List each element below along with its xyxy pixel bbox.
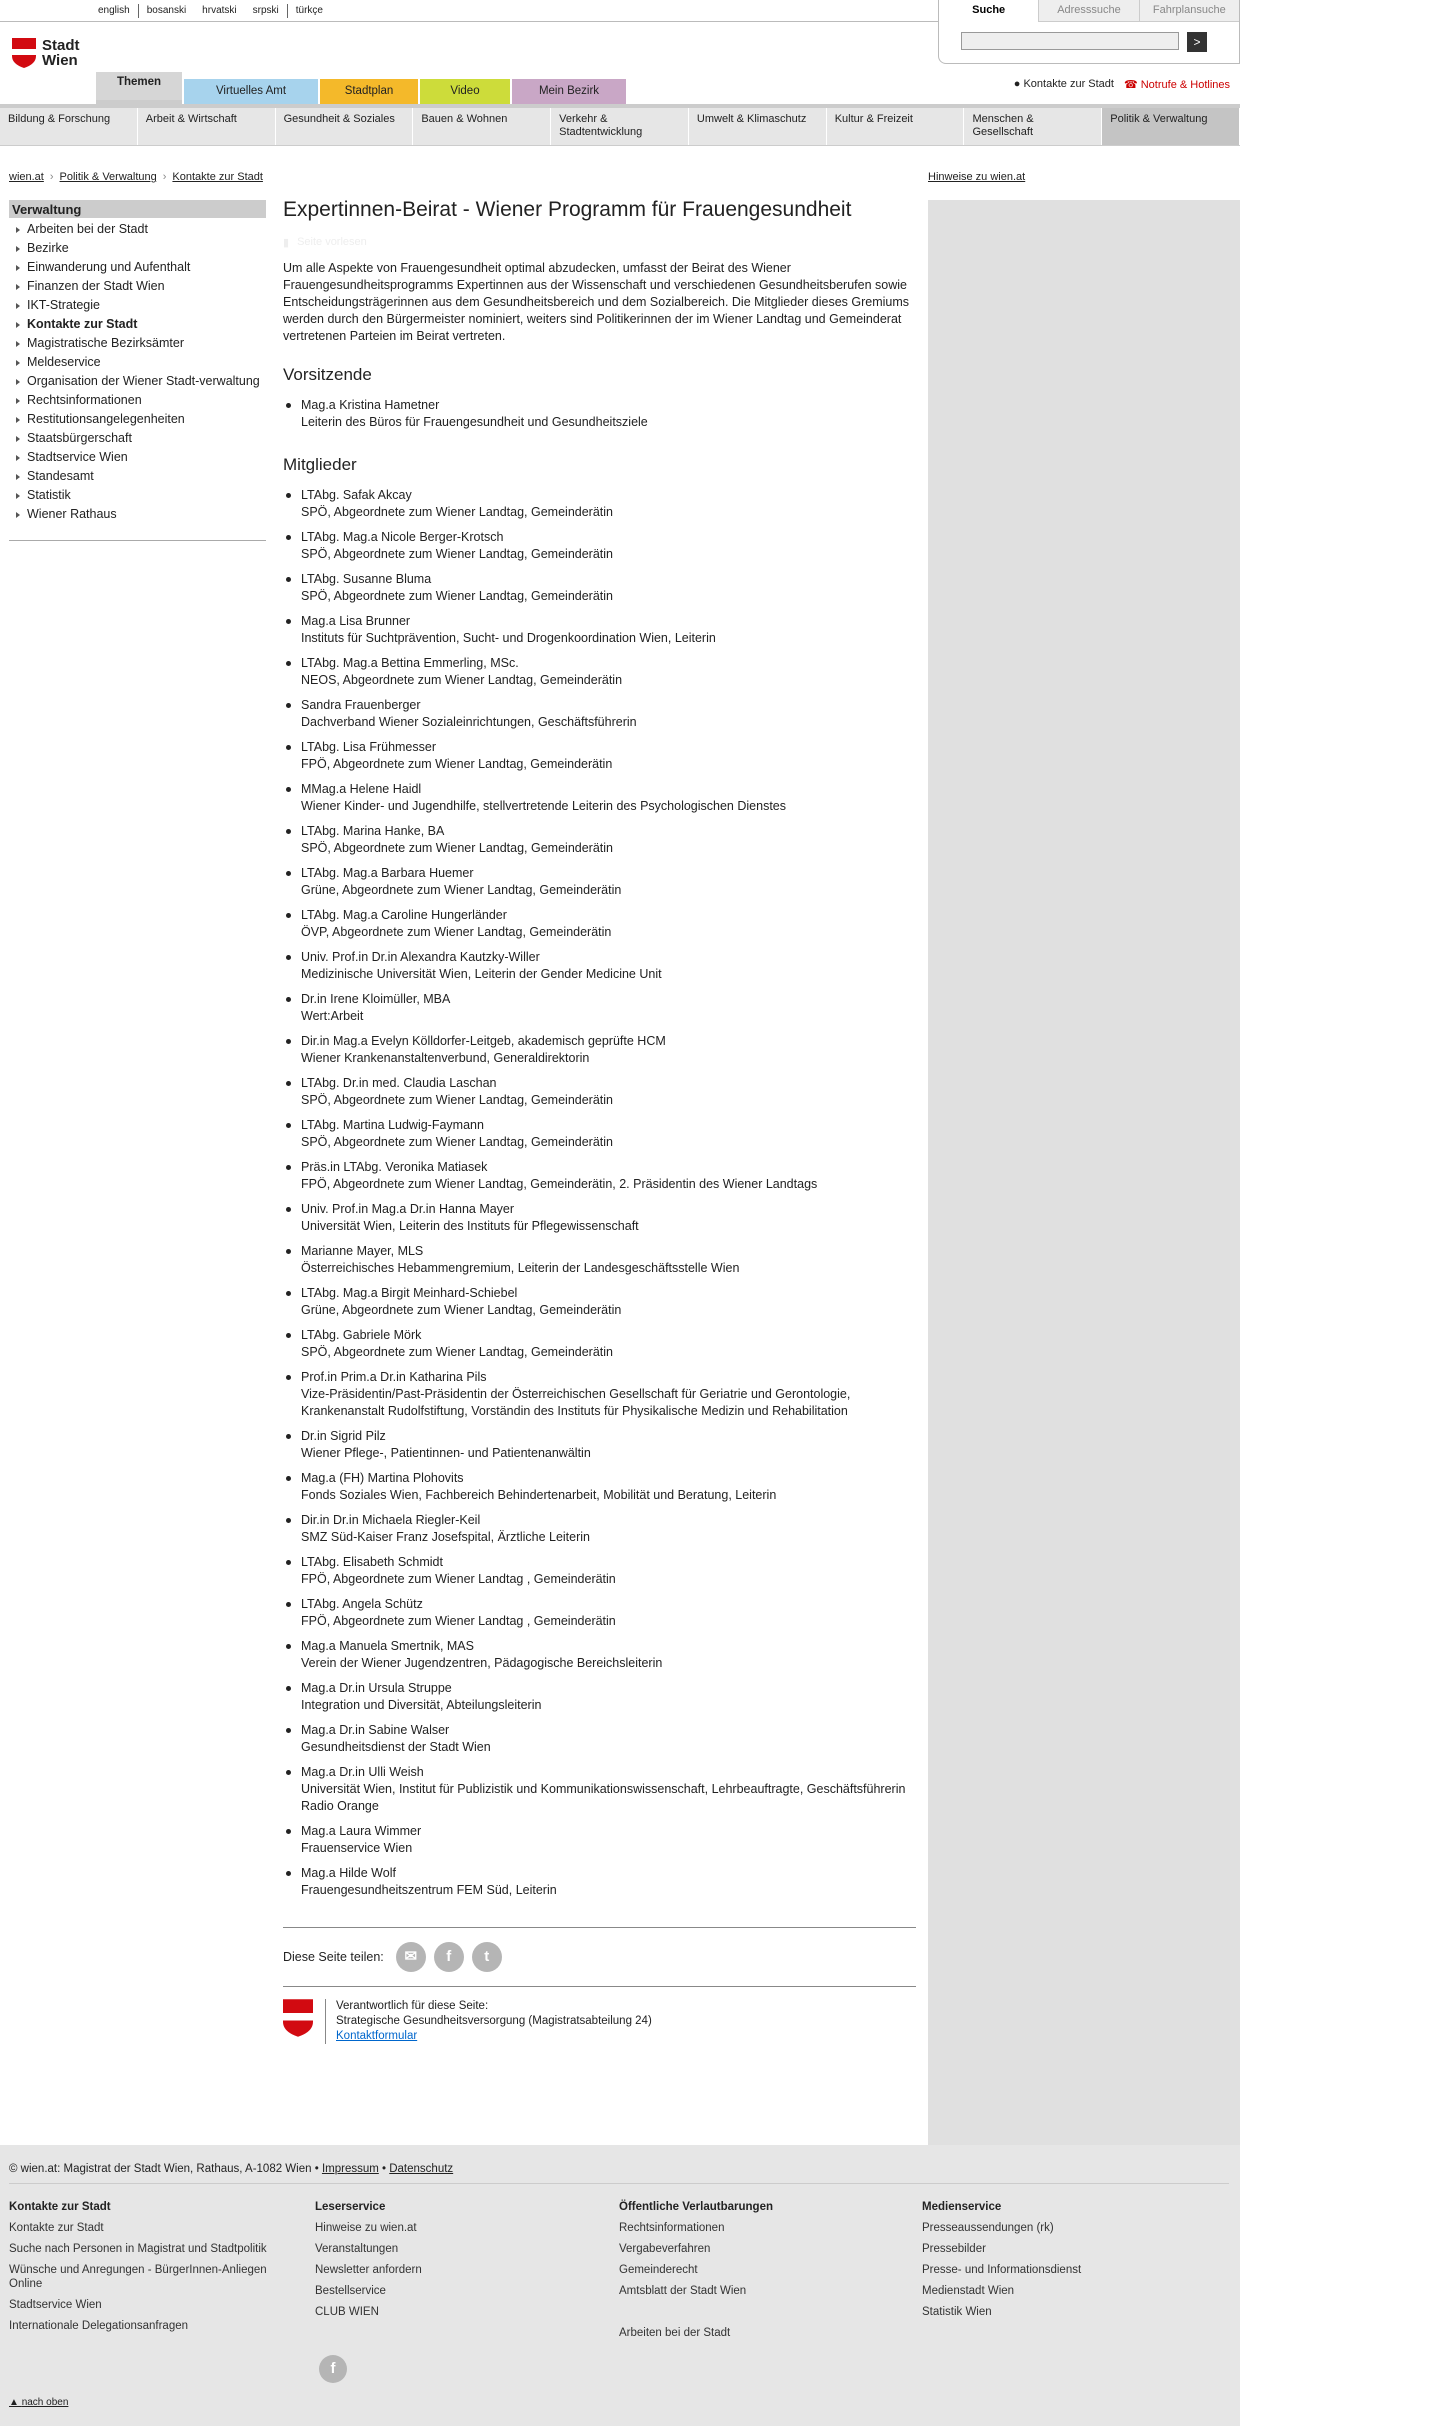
list-item [283, 1596, 916, 1630]
speaker-icon: ▮ [283, 236, 290, 249]
list-item [283, 949, 916, 983]
person-role: Fonds Soziales Wien, Fachbereich Behindertenarbeit, Mobilität und Beratung, Leiterin [301, 1488, 777, 1502]
hinweise-link[interactable]: Hinweise zu wien.at [928, 171, 1026, 183]
members-list [283, 487, 916, 1899]
person-name: Sandra Frauenberger [301, 698, 421, 712]
footer-link[interactable]: Hinweise zu wien.at [315, 2222, 417, 2234]
facebook-icon[interactable]: f [434, 1942, 464, 1972]
footer-link[interactable]: CLUB WIEN [315, 2306, 379, 2318]
person-name: LTAbg. Mag.a Caroline Hungerländer [301, 908, 507, 922]
list-item [283, 991, 916, 1025]
list-item [283, 1428, 916, 1462]
person-name: LTAbg. Elisabeth Schmidt [301, 1555, 443, 1569]
footer-column [922, 2201, 1212, 2326]
person-role: FPÖ, Abgeordnete zum Wiener Landtag , Gemeinderätin [301, 1572, 616, 1586]
list-item [283, 1823, 916, 1857]
footer-divider [9, 2183, 1229, 2184]
person-name: Dr.in Sigrid Pilz [301, 1429, 386, 1443]
footer-link[interactable]: Gemeinderecht [619, 2264, 698, 2276]
footer-link[interactable]: Internationale Delegationsanfragen [9, 2320, 189, 2332]
footer-link[interactable]: Kontakte zur Stadt [9, 2222, 104, 2234]
footer-link[interactable]: Presseaussendungen (rk) [922, 2222, 1054, 2234]
sidebar-item[interactable]: Arbeiten bei der Stadt [9, 220, 266, 239]
main-content [283, 196, 916, 2044]
list-item [283, 1201, 916, 1235]
share-label: Diese Seite teilen: [283, 1950, 384, 1964]
breadcrumb-kontakte[interactable]: Kontakte zur Stadt [172, 171, 263, 183]
person-role: SPÖ, Abgeordnete zum Wiener Landtag, Gemeinderätin [301, 1345, 613, 1359]
person-role: SPÖ, Abgeordnete zum Wiener Landtag, Gemeinderätin [301, 589, 613, 603]
datenschutz-link[interactable]: Datenschutz [389, 2163, 454, 2175]
sidebar-item[interactable]: Restitutionsangelegenheiten [9, 410, 266, 429]
sidebar-item[interactable]: Einwanderung und Aufenthalt [9, 258, 266, 277]
nav-item[interactable]: Verkehr & Stadtentwicklung [551, 108, 689, 145]
person-role: Frauengesundheitszentrum FEM Süd, Leiterin [301, 1883, 557, 1897]
list-item [283, 1470, 916, 1504]
footer-link[interactable]: Arbeiten bei der Stadt [619, 2327, 731, 2339]
footer-column [9, 2201, 299, 2340]
nav-item[interactable]: Menschen & Gesellschaft [964, 108, 1102, 145]
nav-item[interactable]: Gesundheit & Soziales [276, 108, 414, 145]
lang-hrvatski[interactable]: hrvatski [202, 5, 237, 16]
share-bar [283, 1927, 916, 1987]
search-panel [938, 0, 1240, 64]
arrow-up-icon: ▲ [9, 2397, 22, 2408]
nav-item[interactable]: Arbeit & Wirtschaft [138, 108, 276, 145]
person-name: Mag.a Dr.in Ulli Weish [301, 1765, 424, 1779]
page-title: Expertinnen-Beirat - Wiener Programm für Frauengesundheit [283, 198, 852, 221]
sidebar-item[interactable]: Wiener Rathaus [9, 505, 266, 524]
sidebar [9, 200, 266, 541]
person-role: SMZ Süd-Kaiser Franz Josefspital, Ärztliche Leiterin [301, 1530, 590, 1544]
person-role: Grüne, Abgeordnete zum Wiener Landtag, Gemeinderätin [301, 1303, 622, 1317]
sidebar-item[interactable]: Kontakte zur Stadt [9, 315, 266, 334]
search-input[interactable] [961, 32, 1179, 50]
list-item [283, 1554, 916, 1588]
list-item [283, 907, 916, 941]
person-role: FPÖ, Abgeordnete zum Wiener Landtag, Gemeinderätin [301, 757, 613, 771]
list-item [283, 1369, 916, 1420]
person-name: Dir.in Dr.in Michaela Riegler-Keil [301, 1513, 481, 1527]
person-role: Integration und Diversität, Abteilungsleiterin [301, 1698, 542, 1712]
person-role: FPÖ, Abgeordnete zum Wiener Landtag, Gemeinderätin, 2. Präsidentin des Wiener Landtags [301, 1177, 818, 1191]
person-icon: ● [1013, 78, 1024, 90]
footer-link[interactable]: Bestellservice [315, 2285, 386, 2297]
person-name: Mag.a Dr.in Sabine Walser [301, 1723, 450, 1737]
sidebar-item[interactable]: Finanzen der Stadt Wien [9, 277, 266, 296]
lang-bosanski[interactable]: bosanski [146, 5, 187, 16]
lang-turkce[interactable]: türkçe [295, 5, 323, 16]
person-name: Univ. Prof.in Dr.in Alexandra Kautzky-Willer [301, 950, 540, 964]
person-name: LTAbg. Martina Ludwig-Faymann [301, 1118, 484, 1132]
person-name: LTAbg. Mag.a Nicole Berger-Krotsch [301, 530, 504, 544]
sidebar-item[interactable]: Rechtsinformationen [9, 391, 266, 410]
sidebar-list [9, 220, 266, 524]
person-role: SPÖ, Abgeordnete zum Wiener Landtag, Gemeinderätin [301, 1135, 613, 1149]
search-tab-suche[interactable]: Suche [939, 0, 1038, 22]
person-role: Wiener Kinder- und Jugendhilfe, stellvertretende Leiterin des Psychologischen Dienstes [301, 799, 786, 813]
stadt-wien-logo[interactable] [12, 38, 80, 68]
facebook-icon[interactable]: f [319, 2355, 347, 2383]
nav-item[interactable]: Umwelt & Klimaschutz [689, 108, 827, 145]
nav-item[interactable]: Bildung & Forschung [0, 108, 138, 145]
contact-form-link[interactable]: Kontaktformular [336, 2030, 418, 2042]
person-name: Mag.a Dr.in Ursula Struppe [301, 1681, 452, 1695]
person-role: Vize-Präsidentin/Past-Präsidentin der Österreichischen Gesellschaft für Geriatrie und Gerontologie, Krankenanstalt Rudolfstiftung, Vorständin des Instituts für Physikalische Medizin und Rehabilitation [301, 1387, 851, 1418]
nav-item[interactable]: Kultur & Freizeit [827, 108, 965, 145]
breadcrumb-politik[interactable]: Politik & Verwaltung [59, 171, 157, 183]
chair-list [283, 397, 916, 431]
person-name: Dr.in Irene Kloimüller, MBA [301, 992, 451, 1006]
sidebar-item[interactable]: Meldeservice [9, 353, 266, 372]
person-name: Marianne Mayer, MLS [301, 1244, 424, 1258]
list-item [283, 1327, 916, 1361]
email-icon[interactable]: ✉ [396, 1942, 426, 1972]
list-item [283, 739, 916, 773]
person-name: Mag.a Hilde Wolf [301, 1866, 396, 1880]
outer-background [1240, 0, 1440, 2426]
footer-link[interactable]: Newsletter anfordern [315, 2264, 422, 2276]
person-role: Universität Wien, Institut für Publizistik und Kommunikationswissenschaft, Lehrbeauftragte, Geschäftsführerin Radio Orange [301, 1782, 906, 1813]
copyright: © wien.at: Magistrat der Stadt Wien, Rathaus, A-1082 Wien • Impressum • Datenschutz [9, 2163, 454, 2175]
emergency-link[interactable]: ☎ Notrufe & Hotlines [1123, 79, 1230, 91]
list-item [283, 397, 916, 431]
top-links [1014, 78, 1230, 91]
list-item [283, 613, 916, 647]
back-to-top-link[interactable]: ▲ nach oben [9, 2397, 69, 2408]
sidebar-item[interactable]: Statistik [9, 486, 266, 505]
tab-themen[interactable]: Themen [96, 72, 182, 104]
list-item [283, 1117, 916, 1151]
person-role: Dachverband Wiener Sozialeinrichtungen, Geschäftsführerin [301, 715, 637, 729]
breadcrumb [9, 171, 263, 183]
footer-link[interactable]: Stadtservice Wien [9, 2299, 102, 2311]
person-name: Mag.a Manuela Smertnik, MAS [301, 1639, 474, 1653]
person-role: Leiterin des Büros für Frauengesundheit und Gesundheitsziele [301, 415, 648, 429]
nav-item[interactable]: Politik & Verwaltung [1102, 108, 1240, 145]
footer [0, 2145, 1240, 2426]
search-tab-fahrplansuche[interactable]: Fahrplansuche [1139, 0, 1239, 22]
list-item [283, 1075, 916, 1109]
tab-mein-bezirk[interactable]: Mein Bezirk [512, 79, 626, 104]
person-role: ÖVP, Abgeordnete zum Wiener Landtag, Gemeinderätin [301, 925, 612, 939]
breadcrumb-wien[interactable]: wien.at [9, 171, 44, 183]
coat-of-arms-icon [12, 38, 36, 68]
list-item [283, 655, 916, 689]
person-name: Mag.a Laura Wimmer [301, 1824, 422, 1838]
person-name: LTAbg. Mag.a Birgit Meinhard-Schiebel [301, 1286, 518, 1300]
list-item [283, 1865, 916, 1899]
footer-column-head: Kontakte zur Stadt [9, 2201, 111, 2213]
person-role: Gesundheitsdienst der Stadt Wien [301, 1740, 491, 1754]
person-role: Frauenservice Wien [301, 1841, 413, 1855]
responsible-label: Verantwortlich für diese Seite: [336, 2000, 489, 2012]
footer-link[interactable]: Suche nach Personen in Magistrat und Stadtpolitik [9, 2243, 267, 2255]
person-name: Mag.a Kristina Hametner [301, 398, 440, 412]
person-role: Universität Wien, Leiterin des Instituts für Pflegewissenschaft [301, 1219, 639, 1233]
list-item [283, 1512, 916, 1546]
footer-column [619, 2201, 909, 2347]
chair-heading: Vorsitzende [283, 365, 372, 384]
logo-line1: Stadt [42, 37, 80, 54]
person-name: LTAbg. Mag.a Bettina Emmerling, MSc. [301, 656, 519, 670]
list-item [283, 529, 916, 563]
list-item [283, 781, 916, 815]
list-item [283, 1680, 916, 1714]
list-item [283, 865, 916, 899]
list-item [283, 1033, 916, 1067]
person-name: Prof.in Prim.a Dr.in Katharina Pils [301, 1370, 487, 1384]
breadcrumb-separator-icon: › [162, 171, 167, 183]
person-role: Instituts für Suchtprävention, Sucht- und Drogenkoordination Wien, Leiterin [301, 631, 716, 645]
person-name: LTAbg. Angela Schütz [301, 1597, 423, 1611]
person-name: LTAbg. Lisa Frühmesser [301, 740, 437, 754]
sidebar-head[interactable]: Verwaltung [9, 200, 266, 218]
footer-link[interactable]: Medienstadt Wien [922, 2285, 1015, 2297]
list-item [283, 1638, 916, 1672]
person-role: Österreichisches Hebammengremium, Leiterin der Landesgeschäftsstelle Wien [301, 1261, 740, 1275]
language-bar [0, 0, 940, 22]
person-role: FPÖ, Abgeordnete zum Wiener Landtag , Gemeinderätin [301, 1614, 616, 1628]
tab-virtuelles-amt[interactable]: Virtuelles Amt [184, 79, 318, 104]
footer-link[interactable]: Amtsblatt der Stadt Wien [619, 2285, 747, 2297]
person-role: Wiener Pflege-, Patientinnen- und Patientenanwältin [301, 1446, 591, 1460]
person-role: Grüne, Abgeordnete zum Wiener Landtag, Gemeinderätin [301, 883, 622, 897]
person-name: Dir.in Mag.a Evelyn Kölldorfer-Leitgeb, akademisch geprüfte HCM [301, 1034, 666, 1048]
sidebar-item[interactable]: Magistratische Bezirksämter [9, 334, 266, 353]
search-tab-adresssuche[interactable]: Adresssuche [1038, 0, 1138, 22]
person-name: LTAbg. Mag.a Barbara Huemer [301, 866, 474, 880]
logo-line2: Wien [42, 52, 78, 69]
footer-link[interactable]: Pressebilder [922, 2243, 986, 2255]
sidebar-item[interactable]: Standesamt [9, 467, 266, 486]
footer-link[interactable]: Wünsche und Anregungen - BürgerInnen-Anliegen Online [9, 2264, 267, 2290]
sidebar-item[interactable]: IKT-Strategie [9, 296, 266, 315]
footer-column-head: Öffentliche Verlautbarungen [619, 2201, 773, 2213]
sidebar-item[interactable]: Stadtservice Wien [9, 448, 266, 467]
intro-text: Um alle Aspekte von Frauengesundheit optimal abzudecken, umfasst der Beirat des Wiener Frauengesundheitsprogramms Expertinnen aus der Wissenschaft und verschiedenen Gesundheitsberufen sowie Entscheidungsträgerinnen aus dem Gesundheitsbereich und dem Sozialbereich. Die Mitglieder dieses Gremiums werden durch den Bürgermeister nominiert, weiters sind Politikerinnen der im Wiener Landtag und Gemeinderat vertretenen Parteien im Beirat vertreten. [283, 261, 910, 343]
footer-link[interactable]: Presse- und Informationsdienst [922, 2264, 1082, 2276]
nav-item[interactable]: Bauen & Wohnen [413, 108, 551, 145]
person-role: SPÖ, Abgeordnete zum Wiener Landtag, Gemeinderätin [301, 505, 613, 519]
list-item [283, 823, 916, 857]
main-tabs [96, 72, 626, 104]
main-navigation [0, 108, 1240, 146]
footer-column [315, 2201, 605, 2326]
list-item [283, 487, 916, 521]
person-name: MMag.a Helene Haidl [301, 782, 422, 796]
person-name: Mag.a Lisa Brunner [301, 614, 411, 628]
person-name: Univ. Prof.in Mag.a Dr.in Hanna Mayer [301, 1202, 515, 1216]
person-role: SPÖ, Abgeordnete zum Wiener Landtag, Gemeinderätin [301, 547, 613, 561]
person-role: SPÖ, Abgeordnete zum Wiener Landtag, Gemeinderätin [301, 1093, 613, 1107]
person-role: Wert:Arbeit [301, 1009, 364, 1023]
responsible-org: Strategische Gesundheitsversorgung (Magistratsabteilung 24) [336, 2015, 652, 2027]
sidebar-item[interactable]: Bezirke [9, 239, 266, 258]
right-column [928, 200, 1240, 2145]
person-name: LTAbg. Marina Hanke, BA [301, 824, 445, 838]
person-role: Medizinische Universität Wien, Leiterin der Gender Medicine Unit [301, 967, 662, 981]
footer-column-head: Medienservice [922, 2201, 1002, 2213]
contacts-link[interactable]: ● Kontakte zur Stadt [1013, 78, 1114, 90]
footer-link[interactable]: Vergabeverfahren [619, 2243, 711, 2255]
list-item [283, 1764, 916, 1815]
person-name: Präs.in LTAbg. Veronika Matiasek [301, 1160, 488, 1174]
person-name: LTAbg. Safak Akcay [301, 488, 412, 502]
person-name: LTAbg. Dr.in med. Claudia Laschan [301, 1076, 497, 1090]
footer-link[interactable]: Veranstaltungen [315, 2243, 399, 2255]
person-name: LTAbg. Gabriele Mörk [301, 1328, 422, 1342]
footer-link[interactable]: Statistik Wien [922, 2306, 992, 2318]
person-role: Wiener Krankenanstaltenverbund, Generaldirektorin [301, 1051, 590, 1065]
list-item [283, 1722, 916, 1756]
person-name: Mag.a (FH) Martina Plohovits [301, 1471, 464, 1485]
sidebar-item[interactable]: Staatsbürgerschaft [9, 429, 266, 448]
coat-of-arms-icon [283, 1999, 313, 2037]
list-item [283, 1159, 916, 1193]
list-item [283, 571, 916, 605]
read-aloud[interactable]: ▮ Seite vorlesen [283, 236, 367, 249]
list-item [283, 1243, 916, 1277]
footer-link[interactable]: Rechtsinformationen [619, 2222, 725, 2234]
phone-icon: ☎ [1123, 79, 1141, 91]
lang-english[interactable]: english [90, 4, 139, 18]
footer-link[interactable] [619, 2305, 909, 2319]
breadcrumb-separator-icon: › [49, 171, 54, 183]
person-role: NEOS, Abgeordnete zum Wiener Landtag, Gemeinderätin [301, 673, 623, 687]
tab-video[interactable]: Video [420, 79, 510, 104]
responsible-box [283, 1999, 916, 2044]
person-role: SPÖ, Abgeordnete zum Wiener Landtag, Gemeinderätin [301, 841, 613, 855]
lang-srpski[interactable]: srpski [245, 4, 288, 18]
impressum-link[interactable]: Impressum [321, 2163, 379, 2175]
footer-column-head: Leserservice [315, 2201, 386, 2213]
list-item [283, 1285, 916, 1319]
twitter-icon[interactable]: t [472, 1942, 502, 1972]
members-heading: Mitglieder [283, 455, 357, 474]
person-role: Verein der Wiener Jugendzentren, Pädagogische Bereichsleiterin [301, 1656, 663, 1670]
search-button[interactable]: > [1187, 32, 1207, 52]
list-item [283, 697, 916, 731]
sidebar-item[interactable]: Organisation der Wiener Stadt-verwaltung [9, 372, 266, 391]
person-name: LTAbg. Susanne Bluma [301, 572, 432, 586]
tab-stadtplan[interactable]: Stadtplan [320, 79, 418, 104]
